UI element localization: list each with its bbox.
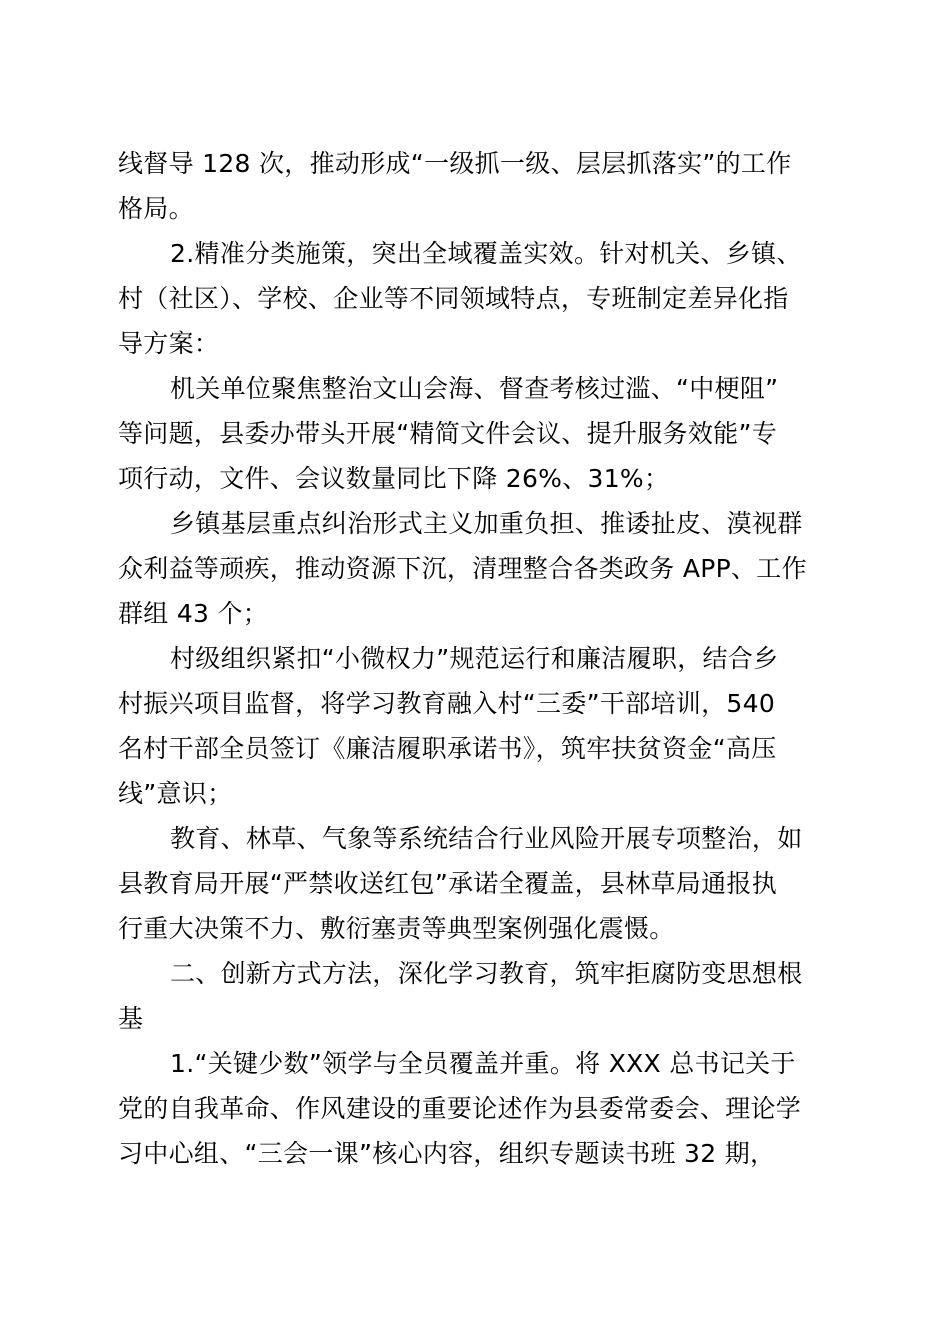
text-line: 党的自我革命、作风建设的重要论述作为县委常委会、理论学 (118, 1094, 802, 1123)
paragraph-heading: 1.“关键少数”领学与全员覆盖并重。将 XXX 总书记关于 (170, 1049, 796, 1078)
text-line: 县教育局开展“严禁收送红包”承诺全覆盖，县林草局通报执 (118, 869, 778, 898)
text-line: 教育、林草、气象等系统结合行业风险开展专项整治，如 (170, 824, 803, 853)
text-line: 线”意识； (118, 779, 233, 808)
text-line: 众利益等顽疾，推动资源下沉，清理整合各类政务 APP、工作 (118, 554, 807, 583)
text-line: 导方案： (118, 329, 220, 358)
text-line: 乡镇基层重点纠治形式主义加重负担、推诿扯皮、漠视群 (170, 509, 803, 538)
document-body (118, 141, 828, 1176)
text-line: 村级组织紧扣“小微权力”规范运行和廉洁履职，结合乡 (170, 644, 779, 673)
text-line: 机关单位聚焦整治文山会海、督查考核过滥、“中梗阻” (170, 374, 779, 403)
text-line: 习中心组、“三会一课”核心内容，组织专题读书班 32 期， (118, 1139, 776, 1168)
text-line: 村振兴项目监督，将学习教育融入村“三委”干部培训，540 (118, 689, 776, 718)
text-line: 格局。 (118, 194, 194, 223)
paragraph-heading: 2.精准分类施策，突出全域覆盖实效。针对机关、乡镇、 (170, 239, 802, 268)
text-line: 等问题，县委办带头开展“精简文件会议、提升服务效能”专 (118, 419, 778, 448)
text-line: 村（社区）、学校、企业等不同领域特点，专班制定差异化指 (118, 284, 789, 313)
text-line: 名村干部全员签订《廉洁履职承诺书》，筑牢扶贫资金“高压 (118, 734, 777, 763)
text-line: 项行动，文件、会议数量同比下降 26%、31%； (118, 464, 670, 493)
text-line: 线督导 128 次，推动形成“一级抓一级、层层抓落实”的工作 (118, 149, 792, 178)
text-line: 行重大决策不力、敷衍塞责等典型案例强化震慑。 (118, 914, 675, 943)
section-heading-continued: 基 (118, 1004, 144, 1033)
section-heading: 二、创新方式方法，深化学习教育，筑牢拒腐防变思想根 (170, 959, 803, 988)
text-line: 群组 43 个； (118, 599, 269, 628)
